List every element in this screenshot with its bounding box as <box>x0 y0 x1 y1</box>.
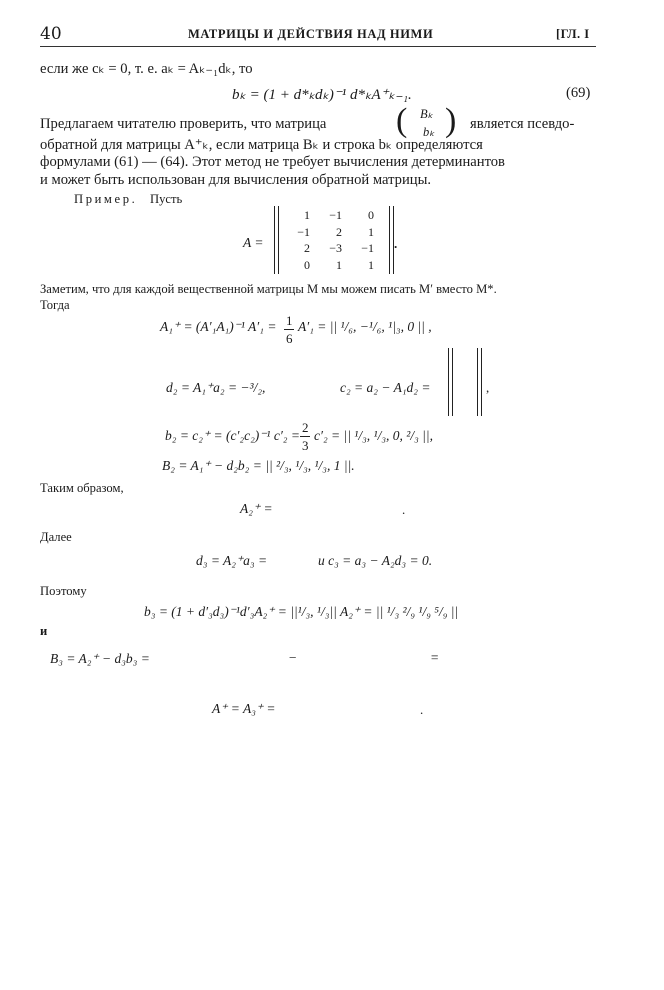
eq-A1: A₁⁺ = (A′₁A₁)⁻¹ A′₁ = <box>160 319 277 334</box>
matrix-cell: −1 <box>361 241 374 255</box>
eq-A1-frac-den: 6 <box>286 331 293 346</box>
eq-b2: b₂ = c₂⁺ = (c′₂c₂)⁻¹ c′₂ = <box>165 428 300 443</box>
intro-line: если же cₖ = 0, т. е. aₖ = Aₖ₋₁dₖ, то <box>40 61 253 77</box>
eq-b3: b₃ = (1 + d′₃d₃)⁻¹d′₃A₂⁺ = ||¹/₃, ¹/₃|| A₂⁺ = || ¹/₃ ²/₉ ¹/₉ ⁵/₉ || <box>144 604 459 619</box>
eq-c2-comma: , <box>486 380 490 395</box>
chapter-label: [ГЛ. I <box>556 27 590 41</box>
further-line: Далее <box>40 530 72 544</box>
matrix-A2 <box>276 493 398 527</box>
minus-sign: − <box>288 650 298 665</box>
eq-Aplus-lhs: A⁺ = A₃⁺ = <box>212 701 276 716</box>
eq-B2: B₂ = A₁⁺ − d₂b₂ = || ²/₃, ¹/₃, ¹/₃, 1 ||. <box>162 458 355 473</box>
eq-d2: d₂ = A₁⁺a₂ = −³/₂, <box>166 380 266 395</box>
right-paren: ) <box>445 102 457 139</box>
note-line2: Тогда <box>40 298 70 312</box>
matrix-cell: 2 <box>304 241 310 255</box>
matrix-cell: 1 <box>304 208 310 222</box>
matrix-cell: −3 <box>329 241 342 255</box>
eq-A1-frac-bar <box>284 329 294 330</box>
eq-A1-frac-num: 1 <box>286 313 293 328</box>
eq-d3-lhs: d₃ = A₂⁺a₃ = <box>196 553 268 568</box>
eq-B3-lhs: B₃ = A₂⁺ − d₃b₃ = <box>50 651 150 666</box>
matrix-cell: 0 <box>368 208 374 222</box>
eq-d3-tail: и c₃ = a₃ − A₂d₃ = 0. <box>318 553 433 568</box>
page-number: 40 <box>40 24 62 44</box>
matrix-right-bar <box>477 348 482 416</box>
vector-d3 <box>280 546 302 576</box>
eq-A1-tail: A′₁ = || ¹/₆, −¹/₆, ¹|₃, 0 || , <box>298 319 432 334</box>
note-line1: Заметим, что для каждой вещественной матрицы M мы можем писать M′ вместо M*. <box>40 282 497 296</box>
left-paren: ( <box>396 102 408 139</box>
para1-line4: и может быть использован для вычисления обратной матрицы. <box>40 172 432 188</box>
matrix-cell: −1 <box>297 224 310 239</box>
eq-A2-period: . <box>402 502 406 517</box>
matrix-Aplus <box>278 684 416 734</box>
equals-sign: = <box>430 650 440 665</box>
matrix-cell: 0 <box>304 257 310 272</box>
matrix-cell: 2 <box>336 224 342 239</box>
para1-line3: формулами (61) — (64). Этот метод не требует вычисления детерминантов <box>40 154 505 170</box>
eq-b2-frac-bar <box>300 436 310 437</box>
matrix-B3-result <box>442 641 580 675</box>
eq-b2-frac-num: 2 <box>302 420 309 435</box>
therefore-line: Поэтому <box>40 584 87 598</box>
matrix-A <box>274 206 394 274</box>
para1-line2: обратной для матрицы A⁺ₖ, если матрица Bₖ и строка bₖ определяются <box>40 137 483 153</box>
formula-69: bₖ = (1 + d*ₖdₖ)⁻¹ d*ₖA⁺ₖ₋₁. <box>232 87 412 103</box>
eq-b2-tail: c′₂ = || ¹/₃, ¹/₃, 0, ²/₃ ||, <box>314 428 433 443</box>
and-word: и <box>40 624 48 638</box>
matrix-B3-term1 <box>157 641 281 675</box>
para1-line1a: Предлагаем читателю проверить, что матрица <box>40 116 327 132</box>
matrix-cell: −1 <box>329 208 342 222</box>
eq-A2-lhs: A₂⁺ = <box>240 501 273 516</box>
formula-69-label: (69) <box>566 85 591 101</box>
matrix-left-bar <box>448 348 453 416</box>
eq-Aplus-period: . <box>420 702 424 717</box>
matrix-cell: 1 <box>368 257 374 272</box>
matrix-A-period: . <box>394 236 398 251</box>
matrix-B3-term2 <box>300 641 424 675</box>
para1-B: Bₖ <box>420 107 433 121</box>
matrix-A-label: A = <box>243 235 264 250</box>
eq-b2-frac-den: 3 <box>302 438 309 453</box>
thus-line: Таким образом, <box>40 481 124 495</box>
header-rule <box>40 46 596 47</box>
example-label: Пример. <box>74 192 138 206</box>
para1-line1b: является псевдо- <box>470 116 575 132</box>
eq-c2-lhs: c₂ = a₂ − A₁d₂ = <box>340 380 431 395</box>
running-title: МАТРИЦЫ И ДЕЙСТВИЯ НАД НИМИ <box>188 27 434 41</box>
matrix-cell: 1 <box>368 224 374 239</box>
matrix-cell: 1 <box>336 257 342 272</box>
vector-c2 <box>448 348 482 416</box>
example-word: Пусть <box>150 192 183 206</box>
para1-b: bₖ <box>423 125 435 139</box>
